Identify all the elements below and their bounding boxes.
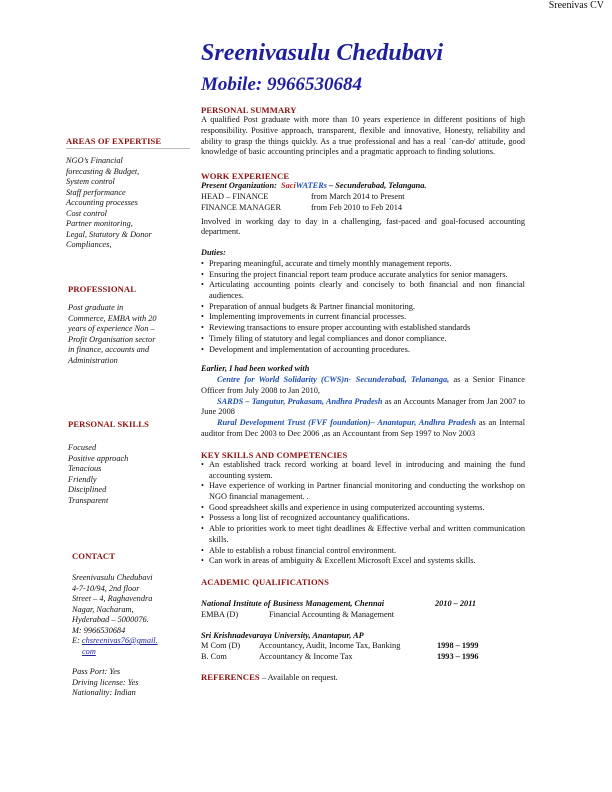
candidate-mobile: Mobile: 9966530684 [201,74,362,95]
email-prefix: E: [72,636,82,645]
institution-name: Sri Krishnadevaraya University, Anantapur, AP [201,630,364,640]
present-organization [201,181,525,192]
earlier-role: as an Internal auditor from Dec 2003 to Dec 2006 ,as an Accountant from Sep 1997 to Nov 2003 [201,418,525,439]
present-org-label: Present Organization: [201,181,277,191]
duties-title: Duties: [201,248,226,258]
key-skills-title: KEY SKILLS AND COMPETENCIES [201,449,348,460]
personal-summary-title: PERSONAL SUMMARY [201,105,297,115]
nationality-info: Nationality: Indian [72,688,136,697]
degree: B. Com [201,652,227,662]
document-label: Sreenivas CV [548,0,604,11]
driving-license-info: Driving license: Yes [72,677,139,687]
academic-title: ACADEMIC QUALIFICATIONS [201,576,329,587]
list-item: Focused [68,443,97,452]
list-item: Disciplined [68,485,107,494]
list-item: Positive approach [68,453,129,463]
professional-list [68,303,157,366]
degree-row [201,610,525,621]
list-item: • Possess a long list of recognized accountancy qualifications. [201,513,525,524]
list-item: • Can work in areas of ambiguity & Excellent Microsoft Excel and systems skills. [201,556,525,567]
contact-phone: M: 9966530684 [72,625,126,635]
list-item: Cost control [66,208,107,218]
list-item: • Timely filing of statutory and legal compliances and donor compliance. [201,334,525,345]
list-item: Tenacious [68,464,102,473]
list-item: • Preparation of annual budgets & Partner financial monitoring. [201,302,525,313]
references-title: REFERENCES [201,671,260,682]
duties-list [201,259,525,355]
degree-subject: Accountancy & Income Tax [259,652,353,662]
passport-info: Pass Port: Yes [72,667,121,676]
contact-address-line: Street – 4, Raghavendra [72,594,153,603]
degree-years: 1998 – 1999 [437,641,479,651]
institution-years: 2010 – 2011 [435,598,477,608]
list-item: • Good spreadsheet skills and experience in using computerized accounting systems. [201,503,525,514]
email-link[interactable]: chsreenivas76@gmail. [81,636,158,645]
personal-skills-list [68,443,128,506]
earlier-role: as a Senior Finance Officer from July 2008 to Jan 2010, [201,375,525,395]
role-title: HEAD – FINANCE [201,191,269,201]
degree: M Com (D) [201,641,241,651]
list-item: • Articulating accounting points clearly and concisely to both financial and non financial audiences. [201,280,525,301]
candidate-name: Sreenivasulu Chedubavi [201,40,444,66]
role-period: from March 2014 to Present [311,191,405,201]
left-divider [66,148,190,149]
contact-address-line: 4-7-10/94, 2nd floor [72,583,140,593]
list-item: in finance, accounts and [68,345,150,354]
list-item: years of experience Non – [68,324,155,333]
earlier-org: SARDS – Tangutur, Prakasam, Andhra Pradesh [217,396,383,406]
list-item: • Development and implementation of accounting procedures. [201,345,525,356]
role-title: FINANCE MANAGER [201,202,281,212]
list-item: • Implementing improvements in current financial processes. [201,312,525,323]
areas-of-expertise-title: AREAS OF EXPERTISE [66,136,162,146]
contact-title: CONTACT [72,551,116,561]
contact-address-line: Nagar, Nacharam, [72,604,134,614]
degree-years: 1993 – 1996 [437,652,479,662]
earlier-title: Earlier, I had been worked with [201,364,310,374]
degree-row [201,641,525,652]
areas-of-expertise-list [66,156,152,251]
list-item: Administration [68,355,118,365]
list-item: Partner monitoring, [66,219,133,228]
earlier-org: Rural Development Trust (FVF foundation)– Anantapur, Andhra Pradesh [217,418,477,428]
references-text: – Available on request. [259,672,338,682]
list-item: • Ensuring the project financial report team produce accurate analytics for senior managers. [201,270,525,281]
institution-name: National Institute of Business Management, Chennai [201,598,385,608]
list-item: • Have experience of working in Partner financial monitoring and conducting the workshop on NGO financial management. . [201,481,525,502]
personal-skills-title: PERSONAL SKILLS [68,419,150,429]
institution-row [201,599,525,610]
degree: EMBA (D) [201,609,239,619]
list-item: Transparent [68,495,109,505]
contact-email-row-cont [72,647,158,658]
list-item: System control [66,177,115,186]
degree-row [201,652,525,663]
list-item: Staff performance [66,187,126,197]
contact-name: Sreenivasulu Chedubavi [72,573,153,582]
org-name-saci: Saci [281,181,296,191]
work-experience-title: WORK EXPERIENCE [201,171,290,182]
degree-subject: Financial Accounting & Management [269,609,395,619]
earlier-job [201,397,525,419]
email-link-cont[interactable]: com [82,646,96,656]
personal-summary-text: A qualified Post graduate with more than 10 years experience in different positions of high responsibility. Positive approach, transparent, flexible and innovative, Honesty, reliability and ability to grasp the things quickly. As a true professional and has a real `can-do' attitude, good knowledge of basic accounting principles and a pragmatic approach to finding solutions. [201,115,525,157]
list-item: • Able to establish a robust financial control environment. [201,546,525,557]
list-item: Legal, Statutory & Donor [66,229,152,239]
list-item: forecasting & Budget, [66,166,140,176]
role-period: from Feb 2010 to Feb 2014 [311,202,403,212]
contact-details [72,573,158,699]
key-skills-list [201,460,525,567]
list-item: Compliances, [66,240,112,249]
main-content [201,105,525,684]
references-row [201,672,525,684]
list-item: Commerce, EMBA with 20 [68,313,157,323]
list-item: • An established track record working at board level in introducing and maining the fund accounting system. [201,460,525,481]
earlier-job [201,375,525,397]
list-item: Profit Organisation sector [68,334,156,344]
list-item: Post graduate in [68,303,124,312]
list-item: • Reviewing transactions to ensure proper accounting with established standards [201,323,525,334]
contact-email-row [72,636,158,647]
role-row [201,203,525,214]
list-item: NGO’s Financial [66,156,123,165]
list-item: Accounting processes [66,198,138,207]
degree-subject: Accountancy, Audit, Income Tax, Banking [259,641,401,651]
org-name-waters: WATERs [295,181,327,191]
role-row [201,192,525,203]
involvement-text: Involved in working day to day in a challenging, fast-paced and goal-focused accounting department. [201,216,525,237]
earlier-job [201,418,525,440]
earlier-role: as an Accounts Manager from Jan 2007 to June 2008 [201,396,525,417]
list-item: • Preparing meaningful, accurate and timely monthly management reports. [201,259,525,270]
earlier-org: Centre for World Solidarity (CWS)n- Secunderabad, Telananga, [217,375,450,385]
org-location: – Secunderabad, Telangana. [326,181,427,191]
professional-title: PROFESSIONAL [68,284,137,294]
list-item: Friendly [68,474,97,484]
list-item: • Able to priorities work to meet tight deadlines & Effective verbal and written communication skills. [201,524,525,545]
contact-address-line: Hyderabad – 5000076. [72,615,149,624]
